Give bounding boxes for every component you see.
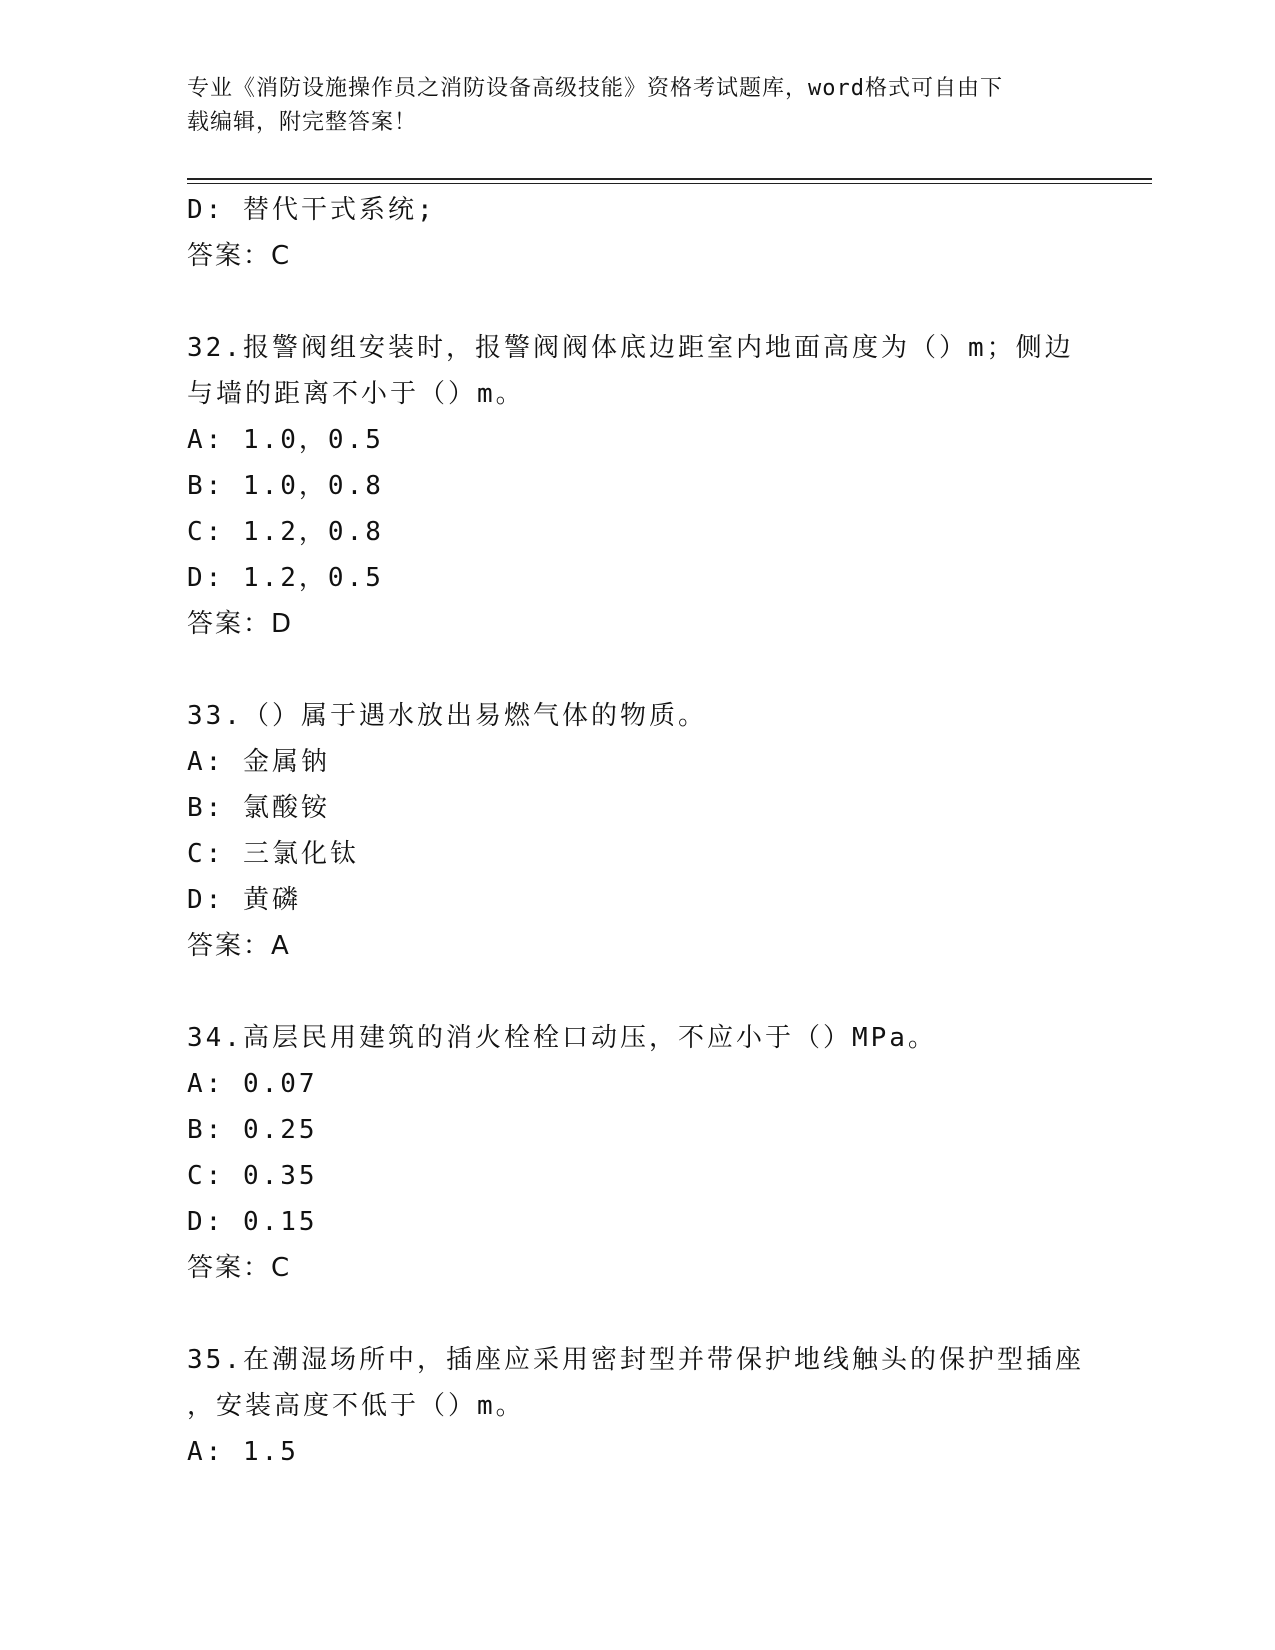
q34-option-c: C: 0.35 [187, 1161, 318, 1191]
header-line-2: 载编辑，附完整答案！ [187, 110, 418, 135]
spacer [187, 279, 1087, 325]
q32-option-d: D: 1.2，0.5 [187, 563, 384, 593]
q32-stem-line-1: 32.报警阀组安装时，报警阀阀体底边距室内地面高度为（）m；侧边 [187, 333, 1074, 363]
header-divider-thin [187, 183, 1152, 184]
q35-option-a: A: 1.5 [187, 1437, 299, 1467]
q33-stem: 33.（）属于遇水放出易燃气体的物质。 [187, 701, 707, 731]
spacer [187, 647, 1087, 693]
header-divider-thick [187, 178, 1152, 180]
spacer [187, 1291, 1087, 1337]
q33-option-c: C: 三氯化钛 [187, 839, 359, 869]
q35-stem-line-2: ，安装高度不低于（）m。 [187, 1391, 525, 1421]
q34-option-b: B: 0.25 [187, 1115, 318, 1145]
q32-option-a: A: 1.0，0.5 [187, 425, 384, 455]
q34-answer: 答案：C [187, 1253, 292, 1283]
header-line-1: 专业《消防设施操作员之消防设备高级技能》资格考试题库，word格式可自由下 [187, 76, 1003, 101]
q33-answer: 答案：A [187, 931, 291, 961]
q34-option-a: A: 0.07 [187, 1069, 318, 1099]
q32-stem-line-2: 与墙的距离不小于（）m。 [187, 379, 525, 409]
q32-answer: 答案：D [187, 609, 294, 639]
q31-answer: 答案：C [187, 241, 292, 271]
q34-option-d: D: 0.15 [187, 1207, 318, 1237]
q33-option-d: D: 黄磷 [187, 885, 301, 915]
q32-option-c: C: 1.2，0.8 [187, 517, 384, 547]
q35-stem-line-1: 35.在潮湿场所中，插座应采用密封型并带保护地线触头的保护型插座 [187, 1345, 1084, 1375]
q34-stem: 34.高层民用建筑的消火栓栓口动压，不应小于（）MPa。 [187, 1023, 937, 1053]
q32-option-b: B: 1.0，0.8 [187, 471, 384, 501]
spacer [187, 969, 1087, 1015]
document-header [187, 72, 1067, 140]
question-list [187, 187, 1087, 1475]
q33-option-b: B: 氯酸铵 [187, 793, 330, 823]
q33-option-a: A: 金属钠 [187, 747, 330, 777]
q31-option-d: D: 替代干式系统; [187, 195, 436, 225]
